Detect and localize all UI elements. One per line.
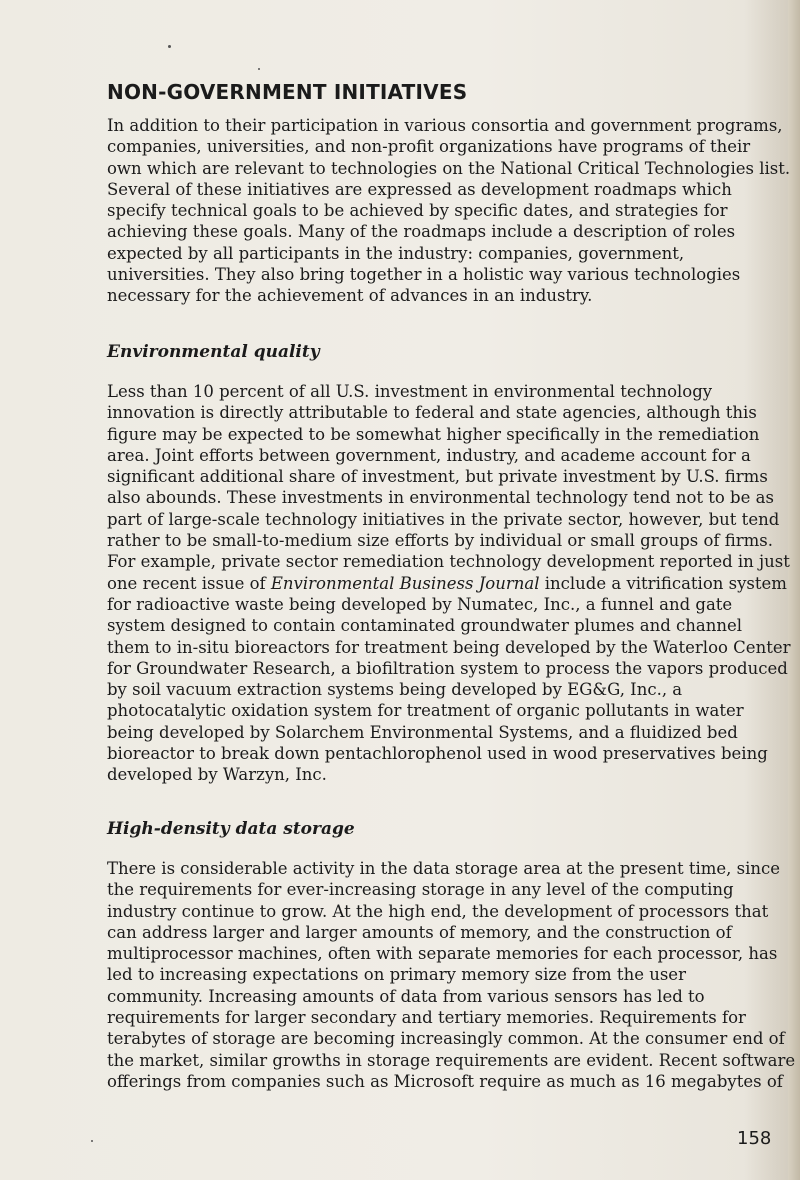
dust-speck [168,45,171,48]
data-storage-paragraph [107,858,797,1092]
text-line: area. Joint efforts between government, industry, and academe account for a [107,445,751,465]
text-line: universities. They also bring together in a holistic way various technologies [107,265,741,285]
dust-speck [91,1140,93,1142]
line-head: one recent issue of [107,573,271,593]
intro-paragraph [107,115,797,307]
text-line: multiprocessor machines, often with separate memories for each processor, has [107,944,778,964]
text-line: necessary for the achievement of advances in an industry. [107,286,593,306]
page-number: 158 [737,1128,772,1149]
text-line: achieving these goals. Many of the roadmaps include a description of roles [107,222,736,242]
text-line: photocatalytic oxidation system for treatment of organic pollutants in water [107,701,744,721]
text-line [107,573,797,594]
text-line: companies, universities, and non-profit organizations have programs of their [107,137,751,157]
subsection-title-environmental: Environmental quality [107,342,320,362]
text-line: led to increasing expectations on primary memory size from the user [107,965,686,985]
text-line: There is considerable activity in the data storage area at the present time, since [107,859,781,878]
text-line: the requirements for ever-increasing storage in any level of the computing [107,880,734,900]
text-line: expected by all participants in the industry: companies, government, [107,243,685,263]
text-line: significant additional share of investment, but private investment by U.S. firms [107,467,768,487]
text-line: Several of these initiatives are expressed as development roadmaps which [107,179,732,199]
text-line: system designed to contain contaminated groundwater plumes and channel [107,616,743,636]
text-line: bioreactor to break down pentachlorophenol used in wood preservatives being [107,744,768,764]
text-line: for radioactive waste being developed by Numatec, Inc., a funnel and gate [107,594,733,614]
subsection-title-data-storage: High-density data storage [107,819,355,839]
text-line: community. Increasing amounts of data from various sensors has led to [107,986,705,1006]
text-line: industry continue to grow. At the high end, the development of processors that [107,901,769,921]
text-line: Less than 10 percent of all U.S. investment in environmental technology [107,382,713,401]
text-line: can address larger and larger amounts of memory, and the construction of [107,922,732,942]
text-line: terabytes of storage are becoming increasingly common. At the consumer end of [107,1029,785,1049]
text-line: also abounds. These investments in environmental technology tend not to be as [107,488,774,508]
text-line: own which are relevant to technologies on the National Critical Technologies list. [107,158,791,178]
text-line: In addition to their participation in various consortia and government programs, [107,116,783,135]
dust-speck [258,68,260,70]
text-line: them to in-situ bioreactors for treatment being developed by the Waterloo Center [107,637,791,657]
text-line: rather to be small-to-medium size efforts by individual or small groups of firms. [107,531,774,551]
environmental-paragraph [107,381,797,786]
section-heading: NON-GOVERNMENT INITIATIVES [107,80,468,104]
text-line: offerings from companies such as Microsoft require as much as 16 megabytes of [107,1071,783,1091]
text-line: innovation is directly attributable to federal and state agencies, although this [107,403,757,423]
text-line: part of large-scale technology initiatives in the private sector, however, but tend [107,509,780,529]
text-line: the market, similar growths in storage requirements are evident. Recent software [107,1050,796,1070]
text-line: developed by Warzyn, Inc. [107,765,327,785]
text-line: by soil vacuum extraction systems being developed by EG&G, Inc., a [107,680,683,700]
text-line: for Groundwater Research, a biofiltration system to process the vapors produced [107,658,788,678]
text-line: being developed by Solarchem Environmental Systems, and a fluidized bed [107,722,738,742]
text-line: specify technical goals to be achieved by specific dates, and strategies for [107,201,728,221]
text-line: requirements for larger secondary and tertiary memories. Requirements for [107,1008,746,1028]
line-tail: include a vitrification system [539,573,787,593]
journal-title: Environmental Business Journal [270,573,540,593]
text-line: figure may be expected to be somewhat higher specifically in the remediation [107,424,760,444]
text-line: For example, private sector remediation technology development reported in just [107,552,790,572]
